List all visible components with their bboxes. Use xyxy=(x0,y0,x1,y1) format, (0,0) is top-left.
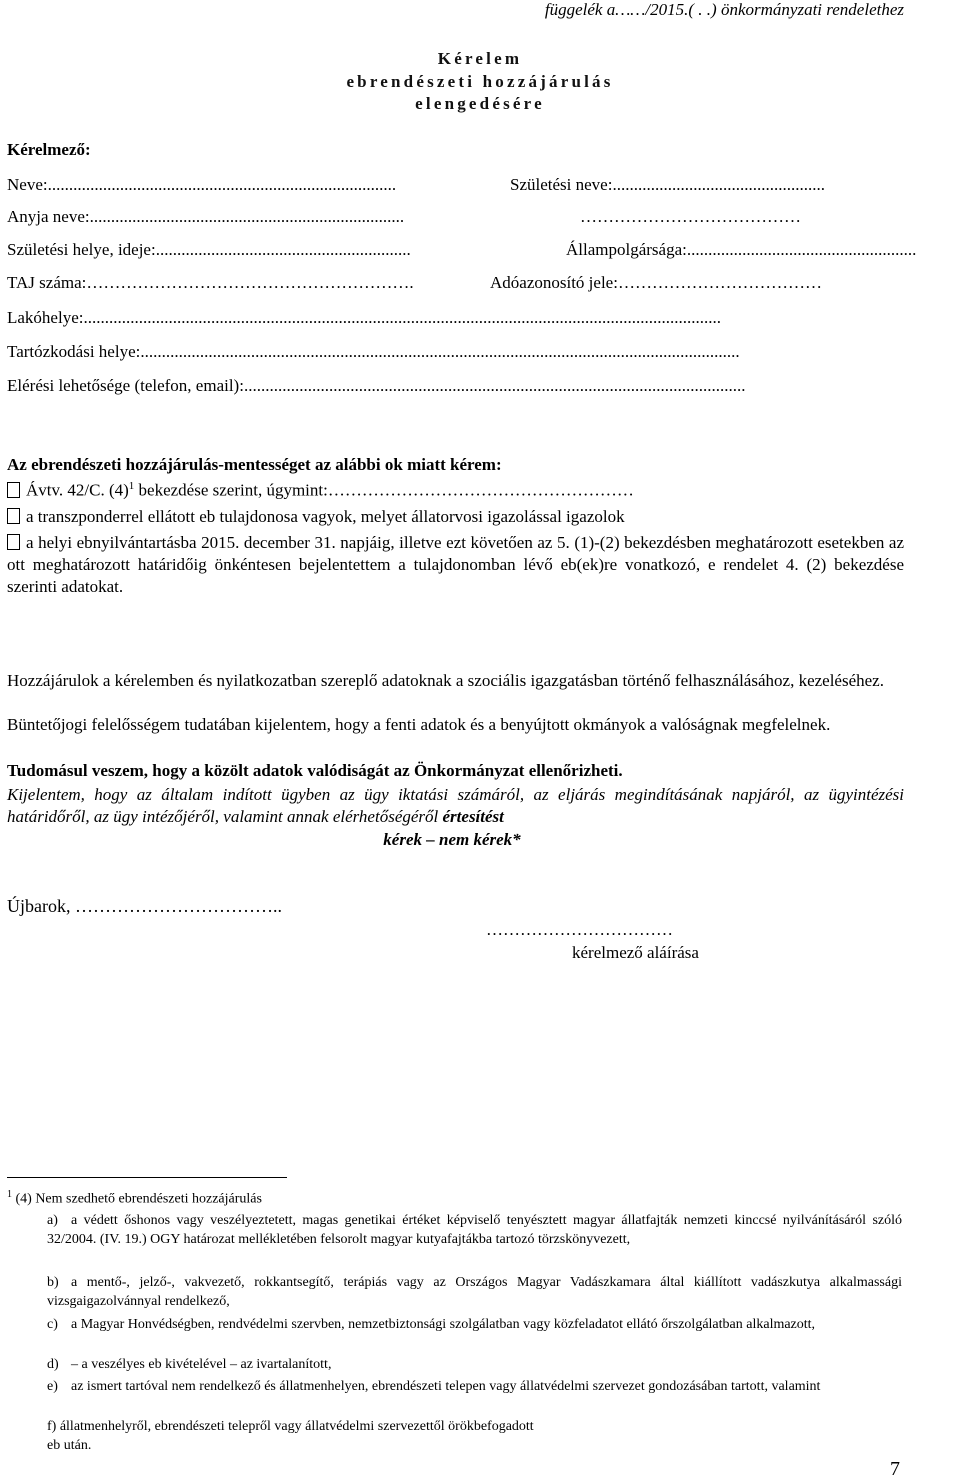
declaration-consent: Hozzájárulok a kérelemben és nyilatkozatban szereplő adatoknak a szociális igazgatásban történő felhasználásához, kezeléséhez. xyxy=(7,671,884,690)
document-header: függelék a……/2015.( . .) önkormányzati rendelethez xyxy=(544,0,904,19)
footnote-item xyxy=(47,1356,902,1375)
residence-field: Lakóhelye:...................................................................................................................................................... xyxy=(7,308,721,327)
footnote-item xyxy=(47,1212,902,1249)
citizenship-field: Állampolgársága:...................................................... xyxy=(566,240,917,259)
reason-3-text: a helyi ebnyilvántartásba 2015. december 31. napjáig, illetve ezt követően az 5. (1)-(2) bekezdésben meghatározott esetekben az ott meghatározott határidőig önkéntesen bejelentettem a tulajdonomban lévő eb(ek)re vonatkozó, e rendelet 4. (2) bekezdése szerinti adatokat. xyxy=(7,533,904,596)
mother-name-dots: ………………………………… xyxy=(580,207,801,226)
footnote-item xyxy=(47,1378,902,1397)
footnote-item-text: a Magyar Honvédségben, rendvédelmi szervben, nemzetbiztonsági szolgálatban vagy közfeladatot ellátó őrszolgálatban alkalmazott, xyxy=(71,1317,816,1332)
title-line-3: elengedésére xyxy=(415,94,545,113)
footnote-item-label: d) xyxy=(47,1357,59,1372)
signature-dots: …………………………… xyxy=(486,920,673,939)
reason-1 xyxy=(7,480,634,501)
footnote-item xyxy=(47,1316,902,1335)
title-line-1: Kérelem xyxy=(437,49,523,68)
reason-2-text: a transzponderrel ellátott eb tulajdonosa vagyok, melyet állatorvosi igazolással igazolok xyxy=(26,507,625,526)
footnote-item-f: f) állatmenhelyről, ebrendészeti telepről vagy állatvédelmi szervezettől örökbefogadott xyxy=(47,1419,534,1434)
footnote-item-label: c) xyxy=(47,1317,58,1332)
reason-2 xyxy=(7,507,625,527)
footnote-item-label: a) xyxy=(47,1213,58,1228)
page-number: 7 xyxy=(890,1458,900,1480)
stay-field: Tartózkodási helye:............................................................................................................................................. xyxy=(7,342,740,361)
title-line-2: ebrendészeti hozzájárulás xyxy=(346,72,614,91)
reasons-heading: Az ebrendészeti hozzájárulás-mentességet az alábbi ok miatt kérem: xyxy=(7,455,502,474)
footnote-item-text: az ismert tartóval nem rendelkező és állatmenhelyen, ebrendészeti telepen vagy állatvédelmi szervezet gondozásában tartott, valamint xyxy=(71,1379,821,1394)
footnote-item xyxy=(47,1274,902,1311)
footnote-item-text: – a veszélyes eb kivételével – az ivartalanított, xyxy=(71,1357,332,1372)
birth-place-field: Születési helye, ideje:............................................................ xyxy=(7,240,411,259)
checkbox-icon[interactable] xyxy=(7,508,20,524)
declaration-verification: Tudomásul veszem, hogy a közölt adatok valódiságát az Önkormányzat ellenőrizheti. xyxy=(7,761,623,780)
request-choice: kérek – nem kérek* xyxy=(383,830,521,849)
mother-name-field: Anyja neve:.......................................................................... xyxy=(7,207,405,226)
footnote-title: (4) Nem szedhető ebrendészeti hozzájárulás xyxy=(15,1191,262,1207)
footnote-item-text: a védett őshonos vagy veszélyeztetett, magas genetikai értéket képviselő tenyésztett magyar állatfajták nemzeti kinccsé nyilvánításáról szóló 32/2004. (IV. 19.) OGY határozat mellékletében felsorolt magyar kutyafajtákba tartozó törzskönyvezett, xyxy=(47,1213,902,1247)
footnote-number: 1 xyxy=(7,1189,12,1200)
declaration-liability: Büntetőjogi felelősségem tudatában kijelentem, hogy a fenti adatok és a benyújtott okmányok a valóságnak megfelelnek. xyxy=(7,715,831,734)
notification-bold: értesítést xyxy=(442,807,504,826)
taj-field: TAJ száma:…………………………………………………. xyxy=(7,273,414,292)
signature-label: kérelmező aláírása xyxy=(572,943,699,962)
footnote-item-label: b) xyxy=(47,1275,59,1290)
footnote-item-label: e) xyxy=(47,1379,58,1394)
notification-text: Kijelentem, hogy az általam indított ügyben az ügy iktatási számáról, az eljárás megindításának napjáról, az ügyintézési határidőről, az ügy intézőjéről, valamint annak elérhetőségéről xyxy=(7,785,904,826)
name-field: Neve:.................................................................................. xyxy=(7,175,397,194)
signature-place: Újbarok, …………………………….. xyxy=(7,896,282,916)
applicant-heading: Kérelmező: xyxy=(7,140,91,159)
footnote-ref: 1 xyxy=(128,480,135,492)
reason-3 xyxy=(7,532,904,598)
footnote-item-f-tail: eb után. xyxy=(47,1438,92,1453)
declaration-notification xyxy=(7,784,904,828)
footnote-item-text: a mentő-, jelző-, vakvezető, rokkantsegítő, terápiás vagy az Országos Magyar Vadászkamara által kiállított vadászkutya alkalmassági vizsgaigazolvánnyal rendelkező, xyxy=(47,1275,902,1309)
checkbox-icon[interactable] xyxy=(7,482,20,498)
checkbox-icon[interactable] xyxy=(7,534,20,550)
reason-1-text: Ávtv. 42/C. (4) xyxy=(26,480,129,500)
contact-field: Elérési lehetősége (telefon, email):...................................................................................................................... xyxy=(7,376,746,395)
footnote-heading xyxy=(7,1186,262,1209)
birth-name-field: Születési neve:.................................................. xyxy=(510,175,825,194)
tax-id-field: Adóazonosító jele:……………………………… xyxy=(490,273,822,292)
footnote-divider xyxy=(7,1177,287,1178)
reason-1-tail: bekezdése szerint, úgymint:……………………………………………… xyxy=(134,480,634,500)
